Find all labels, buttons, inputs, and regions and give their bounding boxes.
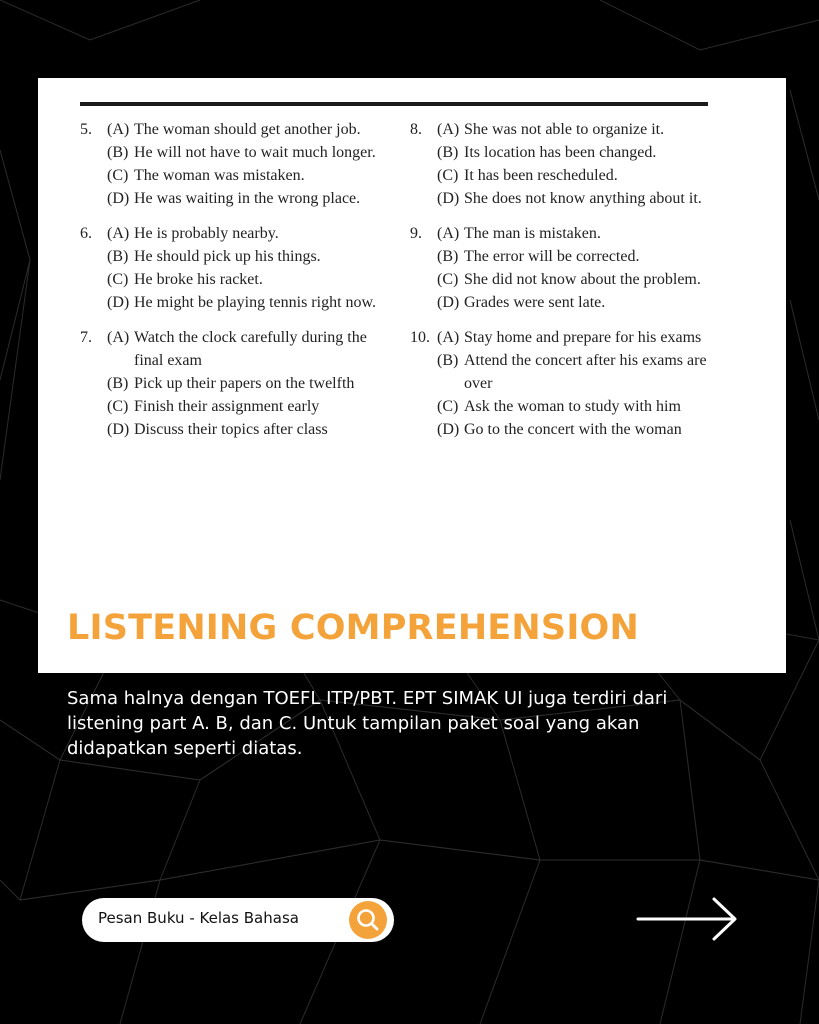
question-number: 10. — [410, 329, 430, 346]
option-text: Grades were sent late. — [464, 294, 606, 311]
option-text: She does not know anything about it. — [464, 190, 702, 207]
question-number: 6. — [80, 225, 92, 242]
option-text: Finish their assignment early — [134, 398, 320, 415]
option-text: Ask the woman to study with him — [464, 398, 681, 415]
option-text: She did not know about the problem. — [464, 271, 701, 288]
option-text: He is probably nearby. — [134, 225, 279, 242]
option-text: He should pick up his things. — [134, 248, 321, 265]
question-number: 5. — [80, 121, 92, 138]
question-number: 8. — [410, 121, 422, 138]
option-text: The man is mistaken. — [464, 225, 601, 242]
option-text: Its location has been changed. — [464, 144, 657, 161]
option-text: She was not able to organize it. — [464, 121, 665, 138]
option-text: Discuss their topics after class — [134, 421, 328, 438]
option-text: He might be playing tennis right now. — [134, 294, 377, 311]
search-pill-label: Pesan Buku - Kelas Bahasa — [98, 909, 299, 927]
top-rule — [80, 102, 708, 106]
option-text: Attend the concert after his exams are over — [464, 352, 707, 392]
search-pill[interactable] — [82, 898, 394, 942]
question-9: 9. (A) The man is mistaken. (B) The error will be corrected. (C) She did not know about the problem. (D) Grades were sent late. — [410, 222, 710, 314]
option-text: He was waiting in the wrong place. — [134, 190, 361, 207]
search-icon — [349, 901, 387, 939]
question-number: 9. — [410, 225, 422, 242]
question-column-right — [410, 118, 710, 453]
option-text: Stay home and prepare for his exams — [464, 329, 702, 346]
option-text: The woman was mistaken. — [134, 167, 305, 184]
option-text: The woman should get another job. — [134, 121, 361, 138]
search-button[interactable] — [349, 901, 387, 939]
arrow-right-icon[interactable] — [636, 896, 740, 942]
option-text: He will not have to wait much longer. — [134, 144, 376, 161]
question-8: 8. (A) She was not able to organize it. (B) Its location has been changed. (C) It has been rescheduled. (D) She does not know anything about it. — [410, 118, 710, 210]
option-text: It has been rescheduled. — [464, 167, 618, 184]
question-paper — [38, 78, 786, 673]
question-7: 7. (A) Watch the clock carefully during the final exam (B) Pick up their papers on the twelfth (C) Finish their assignment early (D) Discuss their topics after class — [80, 326, 380, 441]
question-column-left — [80, 118, 380, 453]
option-text: Go to the concert with the woman — [464, 421, 682, 438]
question-10: 10. (A) Stay home and prepare for his exams (B) Attend the concert after his exams are over (C) Ask the woman to study with him (D) Go to the concert with the woman — [410, 326, 710, 441]
question-number: 7. — [80, 329, 92, 346]
option-text: Watch the clock carefully during the final exam — [134, 329, 367, 369]
option-text: Pick up their papers on the twelfth — [134, 375, 355, 392]
option-text: He broke his racket. — [134, 271, 263, 288]
description-text: Sama halnya dengan TOEFL ITP/PBT. EPT SIMAK UI juga terdiri dari listening part A. B, dan C. Untuk tampilan paket soal yang akan didapatkan seperti diatas. — [67, 688, 668, 759]
option-text: The error will be corrected. — [464, 248, 640, 265]
question-6: 6. (A) He is probably nearby. (B) He should pick up his things. (C) He broke his racket. (D) He might be playing tennis right now. — [80, 222, 380, 314]
question-5: 5. (A) The woman should get another job. (B) He will not have to wait much longer. (C) The woman was mistaken. (D) He was waiting in the wrong place. — [80, 118, 380, 210]
section-heading: LISTENING COMPREHENSION — [67, 608, 639, 648]
